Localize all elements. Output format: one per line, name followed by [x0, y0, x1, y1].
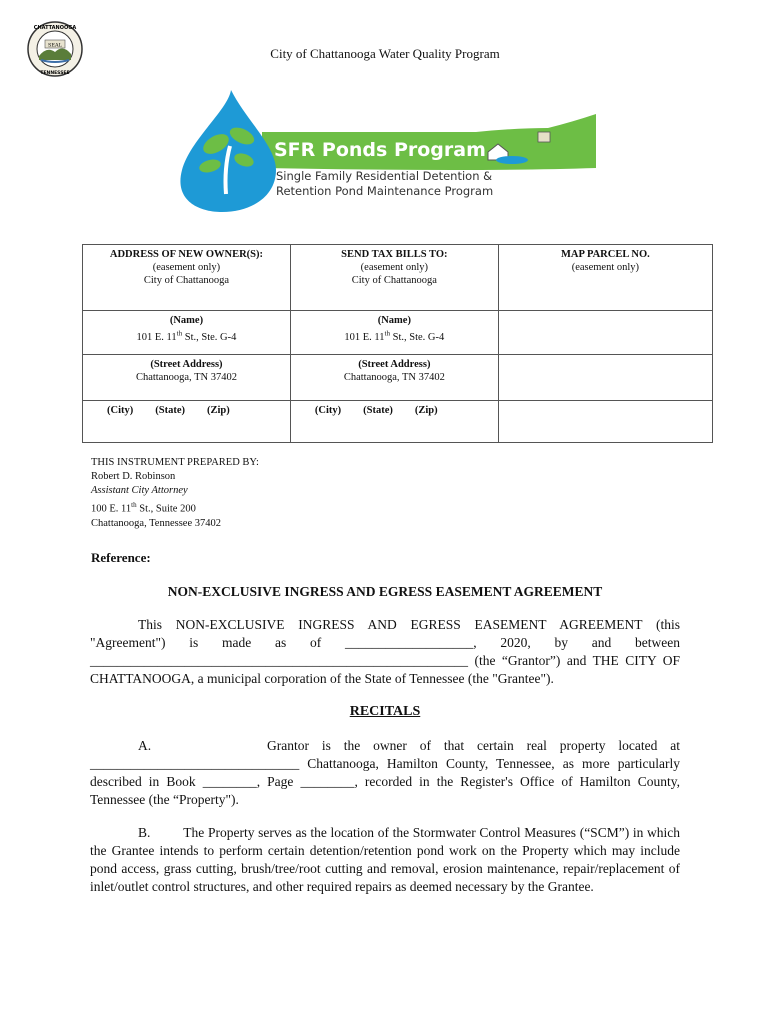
program-header: City of Chattanooga Water Quality Program [270, 46, 500, 61]
recital-a [90, 737, 680, 809]
col1-city-label: (City) [107, 405, 134, 416]
col2-name-label: (Name) [377, 315, 411, 326]
logo-subtitle-1: Single Family Residential Detention & [276, 169, 493, 183]
col1-name-label: (Name) [169, 315, 204, 326]
intro-text: This NON-EXCLUSIVE INGRESS AND EGRESS EASEMENT AGREEMENT (this "Agreement") is made as of ___________________, 2020, by and between ________________________________________________________ (the “Grantor”) and THE CITY OF CHATTANOOGA, a municipal corporation of the State of Tennessee (the "Grantee"). [90, 617, 680, 686]
map-parcel-cell-2[interactable] [498, 311, 712, 355]
address-table [82, 244, 713, 443]
logo-title: SFR Ponds Program [274, 139, 486, 161]
preparer-title: Assistant City Attorney [91, 485, 188, 496]
col1-sub2: City of Chattanooga [143, 275, 230, 286]
preparer-city: Chattanooga, Tennessee 37402 [91, 517, 221, 529]
preparer-name: Robert D. Robinson [91, 471, 176, 482]
col2-sub2: City of Chattanooga [351, 275, 437, 286]
col1-heading: ADDRESS OF NEW OWNER(S): [109, 249, 264, 260]
col1-street-label: (Street Address) [150, 359, 223, 370]
col2-street-label: (Street Address) [358, 359, 431, 370]
intro-paragraph [90, 616, 680, 688]
prepared-by-label: THIS INSTRUMENT PREPARED BY: [91, 457, 259, 468]
col3-sub1: (easement only) [571, 262, 640, 273]
col1-sub1: (easement only) [152, 262, 221, 273]
col2-city-value: Chattanooga, TN 37402 [343, 372, 445, 383]
col1-city-value: Chattanooga, TN 37402 [135, 372, 237, 383]
logo-subtitle-2: Retention Pond Maintenance Program [276, 184, 494, 198]
preparer-street: 100 E. 11th St., Suite 200 [91, 501, 196, 515]
prepared-by-block [91, 456, 259, 531]
seal-top-text: CHATTANOOGA [33, 25, 77, 31]
reference-label: Reference: [91, 550, 151, 565]
col2-heading: SEND TAX BILLS TO: [341, 249, 448, 260]
col2-zip-label: (Zip) [414, 405, 438, 416]
col2-sub1: (easement only) [360, 262, 429, 273]
map-parcel-cell-3[interactable] [498, 355, 712, 401]
col2-street-value: 101 E. 11th St., Ste. G-4 [344, 329, 445, 343]
recital-a-text: A. Grantor is the owner of that certain real property located at _______________________________ Chattanooga, Hamilton County, Tennessee, as more particularly described in Book ________, Page ________, recorded in the Register's Office of Hamilton County, Tennessee (the “Property"). [90, 738, 680, 807]
col1-zip-label: (Zip) [207, 405, 230, 416]
map-parcel-cell-4[interactable] [498, 401, 712, 443]
agreement-title: NON-EXCLUSIVE INGRESS AND EGRESS EASEMENT AGREEMENT [167, 584, 603, 599]
seal-bottom-text: TENNESSEE [40, 71, 70, 76]
recitals-heading: RECITALS [349, 704, 421, 719]
sfr-ponds-program-logo [176, 88, 596, 216]
seal-center-text: SEAL [47, 42, 63, 49]
col2-state-label: (State) [363, 405, 393, 416]
col3-heading: MAP PARCEL NO. [561, 249, 650, 260]
recital-b-text: B. The Property serves as the location of the Stormwater Control Measures (“SCM”) in which the Grantee intends to perform certain detention/retention pond work on the Property which may include pond access, grass cutting, brush/tree/root cutting and removal, erosion maintenance, repair/replacement of inlet/outlet control structures, and other required repairs as deemed necessary by the Grantee. [90, 825, 680, 894]
col1-street-value: 101 E. 11th St., Ste. G-4 [136, 329, 237, 343]
col2-city-label: (City) [314, 405, 342, 416]
col1-state-label: (State) [155, 405, 185, 416]
recital-b [90, 824, 680, 896]
